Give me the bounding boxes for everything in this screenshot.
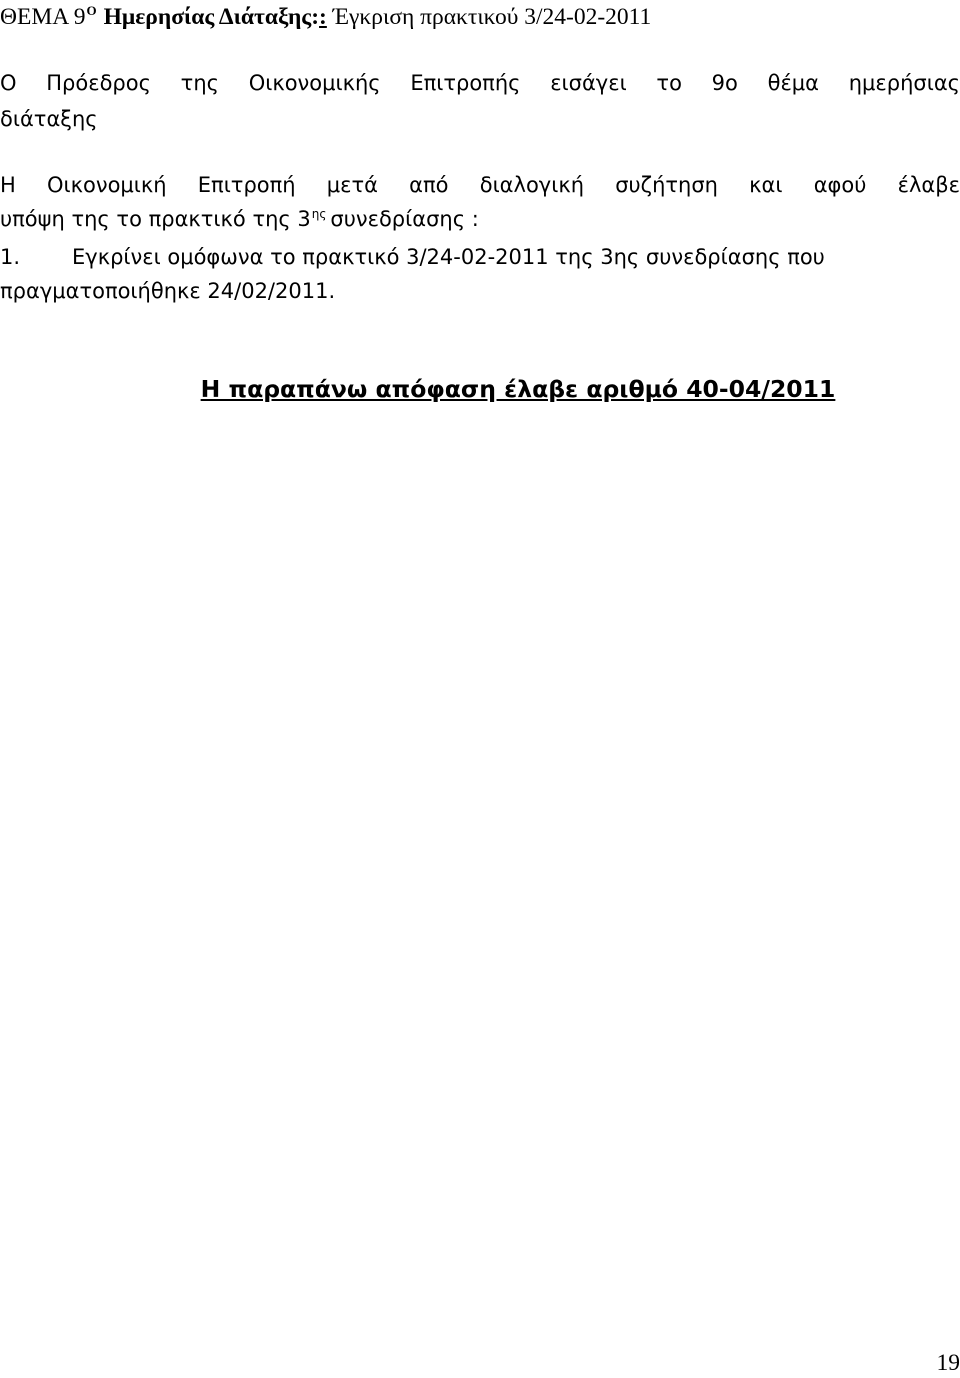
heading-item-label-text: Ημερησίας Διάταξης:	[103, 4, 320, 30]
heading-colon: :	[319, 4, 327, 30]
heading-superscript: Ο	[86, 3, 97, 18]
item-line-2: πραγματοποιήθηκε 24/02/2011.	[0, 279, 336, 303]
paragraph-superscript: ης	[311, 207, 327, 221]
decision-number: Η παραπάνω απόφαση έλαβε αριθμό 40-04/2011	[200, 375, 836, 403]
paragraph-line-1: Η Οικονομική Επιτροπή μετά από διαλογική συζήτηση και αφού έλαβε	[0, 173, 960, 197]
intro-line-2: διάταξης	[0, 107, 98, 131]
topic-heading	[0, 2, 651, 35]
heading-prefix: ΘΕΜΑ 9	[0, 4, 86, 30]
item-number: 1.	[0, 245, 21, 269]
intro-line-1: Ο Πρόεδρος της Οικονομικής Επιτροπής εισάγει το 9ο θέμα ημερήσιας	[0, 71, 960, 95]
paragraph-line-2	[0, 204, 479, 237]
paragraph-line-2-before: υπόψη της το πρακτικό της 3	[0, 207, 311, 231]
heading-item-label	[104, 4, 327, 30]
item-line-1	[0, 242, 825, 272]
paragraph-line-2-after: συνεδρίασης :	[330, 207, 479, 231]
heading-subject: Έγκριση πρακτικού 3/24-02-2011	[326, 4, 652, 30]
page-number: 19	[936, 1350, 960, 1376]
item-line-1-text: Εγκρίνει ομόφωνα το πρακτικό 3/24-02-2011 της 3ης συνεδρίασης που	[72, 245, 825, 269]
